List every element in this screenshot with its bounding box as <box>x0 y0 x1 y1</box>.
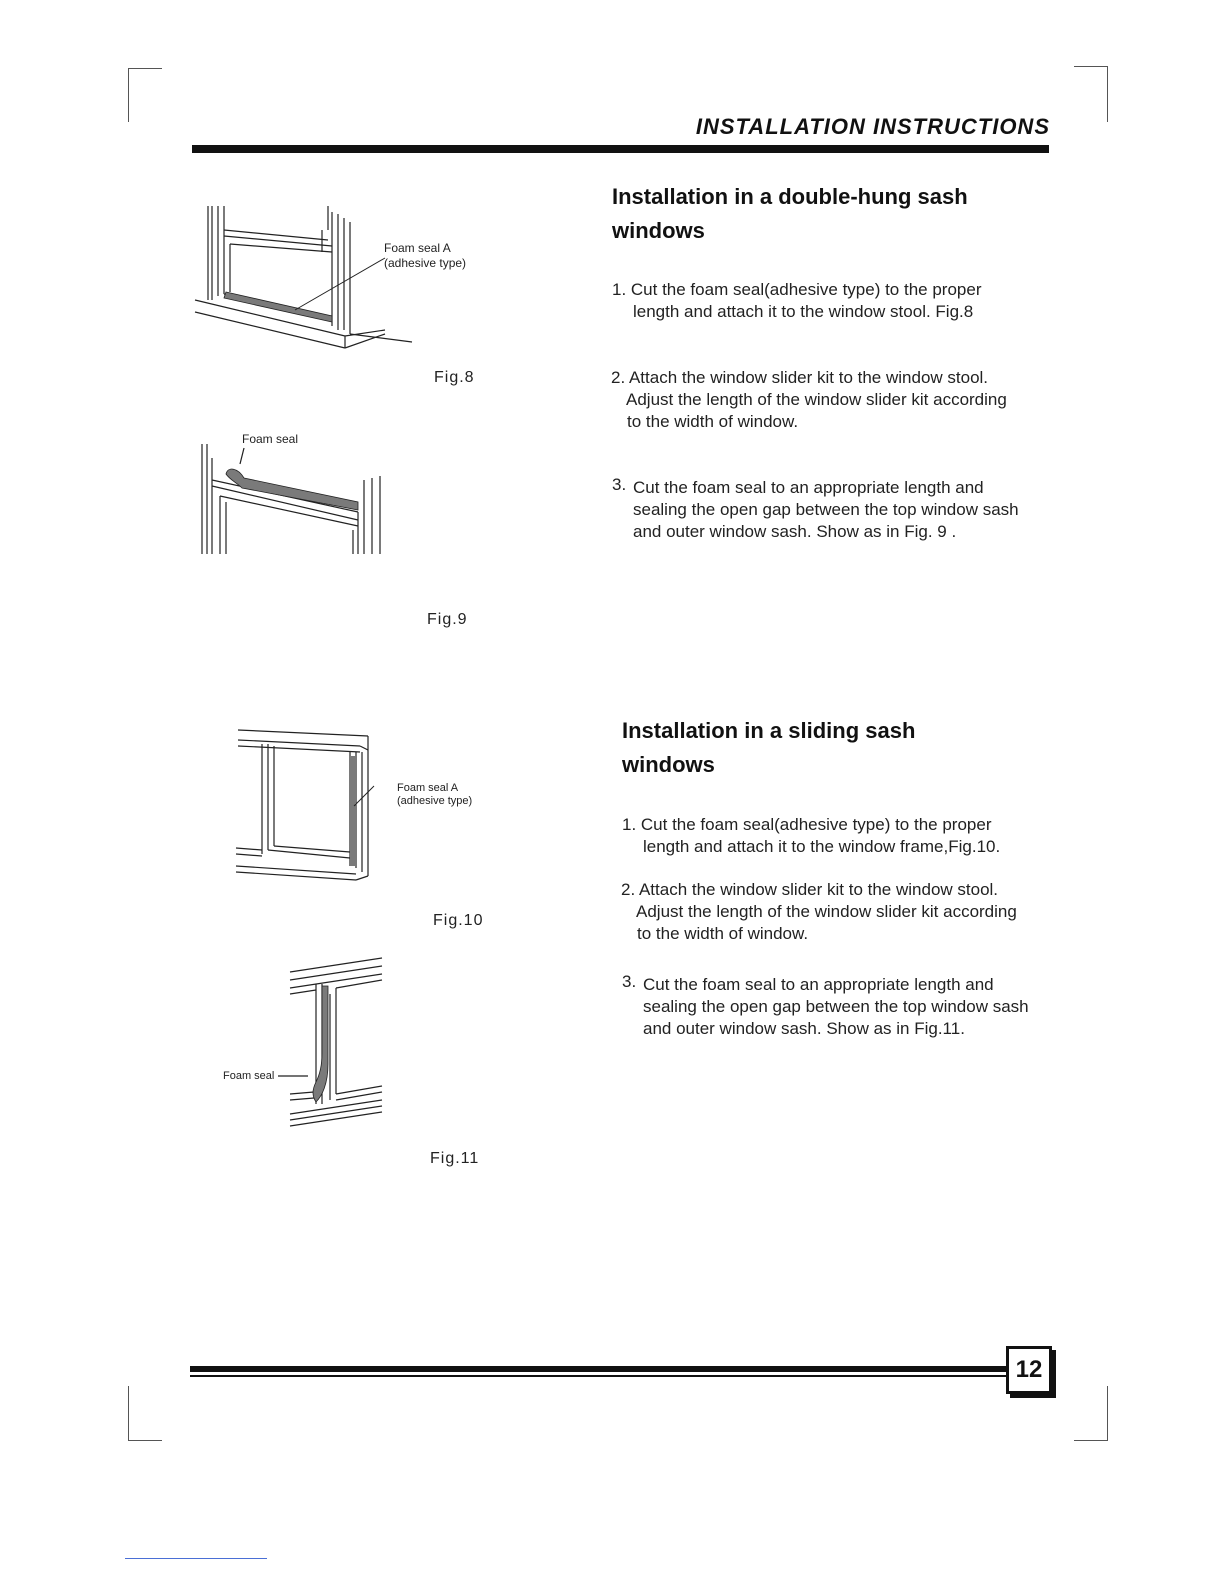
crop-mark-top-left-h <box>128 68 162 69</box>
crop-mark-top-left-v <box>128 68 129 122</box>
fig10-label-line2: (adhesive type) <box>397 795 473 807</box>
header-rule <box>192 145 1049 153</box>
step-line: 2. Attach the window slider kit to the window stool. <box>611 368 989 387</box>
fig8-label <box>384 241 466 271</box>
foam-seal-strip <box>224 292 332 322</box>
crop-mark-bottom-right-h <box>1074 1440 1108 1441</box>
section2-title <box>622 714 915 782</box>
fig11-illustration <box>286 954 386 1130</box>
step-line: to the width of window. <box>637 924 809 943</box>
section2-step-1 <box>622 814 1000 858</box>
page-header-title: INSTALLATION INSTRUCTIONS <box>695 114 1050 139</box>
footer-rule-thin <box>190 1375 1008 1377</box>
section2-title-line2: windows <box>622 752 715 777</box>
section1-title <box>612 180 968 248</box>
step-line: Adjust the length of the window slider kit according <box>626 390 1007 409</box>
leader-line <box>354 786 374 806</box>
step-line: length and attach it to the window stool. Fig.8 <box>633 302 974 321</box>
step-number: 3. <box>612 475 627 494</box>
fig8-caption: Fig.8 <box>434 369 475 386</box>
foam-seal-strip <box>351 756 355 866</box>
step-line: length and attach it to the window frame,Fig.10. <box>643 837 1001 856</box>
footer-rule <box>190 1366 1008 1372</box>
fig9-label: Foam seal <box>242 432 299 446</box>
step-line: and outer window sash. Show as in Fig. 9 . <box>633 522 957 541</box>
step-line: 1. Cut the foam seal(adhesive type) to the proper <box>622 815 992 834</box>
page-number: 12 <box>1006 1346 1052 1394</box>
leader-line <box>295 258 385 310</box>
step-line: Adjust the length of the window slider kit according <box>636 902 1017 921</box>
fig11-label: Foam seal <box>223 1070 275 1082</box>
fig10-illustration <box>232 726 382 886</box>
foam-seal-strip <box>226 469 358 510</box>
step-line: sealing the open gap between the top window sash <box>633 500 1019 519</box>
crop-mark-top-right-h <box>1074 66 1108 67</box>
fig8-illustration <box>190 200 430 360</box>
crop-mark-bottom-right-v <box>1107 1386 1108 1440</box>
step-line: 2. Attach the window slider kit to the window stool. <box>621 880 999 899</box>
section2-step-2 <box>621 879 1017 945</box>
fig10-caption: Fig.10 <box>433 912 484 929</box>
section2-step-3 <box>622 974 1029 1040</box>
bottom-accent-line <box>125 1558 267 1559</box>
fig9-illustration <box>198 440 388 560</box>
fig10-label <box>397 782 472 808</box>
fig11-caption: Fig.11 <box>430 1150 480 1167</box>
section1-title-line1: Installation in a double-hung sash <box>612 184 968 209</box>
fig10-label-line1: Foam seal A <box>397 782 459 794</box>
foam-seal-strip <box>313 986 328 1102</box>
section1-title-line2: windows <box>612 218 705 243</box>
step-line: Cut the foam seal to an appropriate length and <box>643 975 994 994</box>
crop-mark-bottom-left-h <box>128 1440 162 1441</box>
section1-step-1 <box>612 279 981 323</box>
crop-mark-bottom-left-v <box>128 1386 129 1440</box>
fig9-caption: Fig.9 <box>427 611 468 628</box>
crop-mark-top-right-v <box>1107 66 1108 122</box>
section1-step-2 <box>611 367 1007 433</box>
section1-step-3 <box>612 477 1019 543</box>
step-line: and outer window sash. Show as in Fig.11. <box>643 1019 965 1038</box>
step-line: to the width of window. <box>627 412 799 431</box>
section2-title-line1: Installation in a sliding sash <box>622 718 916 743</box>
step-line: Cut the foam seal to an appropriate length and <box>633 478 984 497</box>
fig8-label-line2: (adhesive type) <box>384 256 467 270</box>
step-number: 3. <box>622 972 637 991</box>
fig8-label-line1: Foam seal A <box>384 241 451 255</box>
step-line: sealing the open gap between the top window sash <box>643 997 1029 1016</box>
step-line: 1. Cut the foam seal(adhesive type) to the proper <box>612 280 982 299</box>
